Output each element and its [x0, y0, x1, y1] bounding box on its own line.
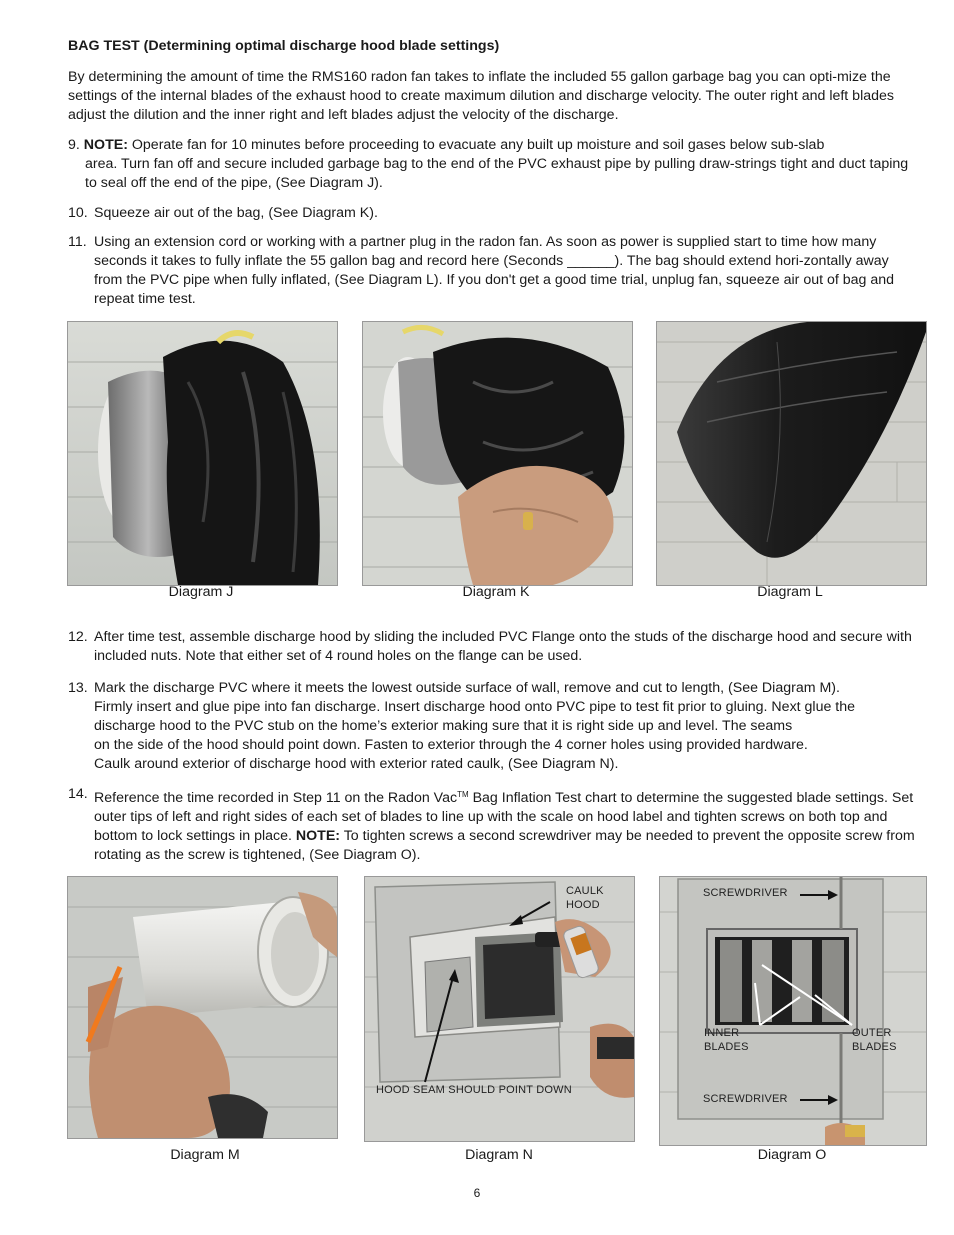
- section-heading: BAG TEST (Determining optimal discharge hood blade settings): [68, 38, 500, 54]
- caulk-label-line1: CAULK: [566, 885, 604, 897]
- step-9: [68, 136, 920, 193]
- hood-label-line2: HOOD: [566, 899, 600, 911]
- inner-blades-label-line1: INNER: [704, 1027, 740, 1039]
- step-number: 10.: [68, 205, 88, 221]
- note-label: NOTE:: [295, 828, 341, 844]
- trademark-mark: TM: [457, 790, 469, 799]
- diagram-k-caption: Diagram K: [462, 584, 530, 600]
- outer-blades-label-line1: OUTER: [852, 1027, 892, 1039]
- step-line: Mark the discharge PVC where it meets the lowest outside surface of wall, remove and cut to length, (See Diagram M).: [94, 680, 840, 696]
- note-label: NOTE:: [83, 137, 128, 153]
- step-13: [68, 679, 920, 774]
- outer-blades-label-line2: BLADES: [852, 1041, 897, 1053]
- diagram-m-photo: [67, 876, 338, 1139]
- step-line: discharge hood to the PVC stub on the home’s exterior making sure that it is right side up and level. The seams: [94, 718, 793, 734]
- step-text: Squeeze air out of the bag, (See Diagram K).: [94, 205, 378, 221]
- step-text-part: To tighten screws a second screwdriver may be needed to prevent the opposite screw from rotating as the screw is tightened, (See Diagram O).: [94, 828, 915, 863]
- step-text-part: Reference the time recorded in Step 11 on the Radon Vac: [94, 790, 458, 806]
- diagram-n-photo: [364, 876, 635, 1142]
- step-text: [68, 679, 920, 774]
- diagram-o-caption: Diagram O: [757, 1147, 827, 1163]
- diagram-m-caption: Diagram M: [170, 1147, 240, 1163]
- hood-seam-label: HOOD SEAM SHOULD POINT DOWN: [376, 1084, 572, 1096]
- intro-paragraph: By determining the amount of time the RMS160 radon fan takes to inflate the included 55 gallon garbage bag you can opti-mize the settings of the internal blades of the exhaust hood to create maximum dilution and discharge velocity. The outer right and left blades adjust the dilution and the inner right and left blades adjust the velocity of the discharge.: [68, 69, 894, 123]
- step-14: [68, 785, 920, 865]
- diagram-l-caption: Diagram L: [757, 584, 823, 600]
- step-number: 12.: [68, 629, 88, 645]
- diagram-k-photo: [362, 321, 633, 586]
- step-text-part: Bag Inflation Test chart to determine the suggested blade settings. Set outer tips of left and right sides of each set of blades to line up with the scale on hood label and tighten screws on both top and bottom to lock settings in place.: [94, 790, 914, 844]
- step-text: Using an extension cord or working with a partner plug in the radon fan. As soon as power is supplied start to time how many seconds it takes to fully inflate the 55 gallon bag and record here (Seconds ______). The bag should extend hori-zontally away from the PVC pipe when fully inflated, (See Diagram L). If you don't get a good time trial, unplug fan, squeeze air out of bag and repeat time test.: [94, 234, 895, 307]
- screwdriver-bottom-label: SCREWDRIVER: [703, 1093, 788, 1105]
- step-11: [68, 233, 920, 309]
- step-12: [68, 628, 920, 666]
- page-number: 6: [473, 1186, 481, 1200]
- screwdriver-top-label: SCREWDRIVER: [703, 887, 788, 899]
- diagram-l-photo: [656, 321, 927, 586]
- step-number: 13.: [68, 680, 88, 696]
- diagram-o-photo: [659, 876, 927, 1146]
- step-number: 11.: [68, 234, 87, 250]
- diagram-j-photo: [67, 321, 338, 586]
- step-number: 14.: [68, 786, 88, 802]
- step-text: Operate fan for 10 minutes before proceeding to evacuate any built up moisture and soil gases below sub-slab: [127, 137, 825, 153]
- step-text-continued: area. Turn fan off and secure included garbage bag to the end of the PVC exhaust pipe by pulling draw-strings tight and duct taping to seal off the end of the pipe, (See Diagram J).: [85, 156, 909, 191]
- step-number: 9.: [68, 137, 80, 153]
- diagram-j-caption: Diagram J: [168, 584, 234, 600]
- step-line: Firmly insert and glue pipe into fan discharge. Insert discharge hood onto PVC pipe to test fit prior to gluing. Next glue the: [94, 699, 856, 715]
- step-text: After time test, assemble discharge hood by sliding the included PVC Flange onto the studs of the discharge hood and secure with included nuts. Note that either set of 4 round holes on the flange can be used.: [94, 629, 912, 664]
- inner-blades-label-line2: BLADES: [704, 1041, 749, 1053]
- diagram-n-caption: Diagram N: [465, 1147, 533, 1163]
- step-line: Caulk around exterior of discharge hood with exterior rated caulk, (See Diagram N).: [94, 756, 619, 772]
- step-10: [68, 204, 920, 223]
- step-line: on the side of the hood should point down. Fasten to exterior through the 4 corner holes using provided hardware.: [94, 737, 808, 753]
- step-text: [68, 785, 920, 865]
